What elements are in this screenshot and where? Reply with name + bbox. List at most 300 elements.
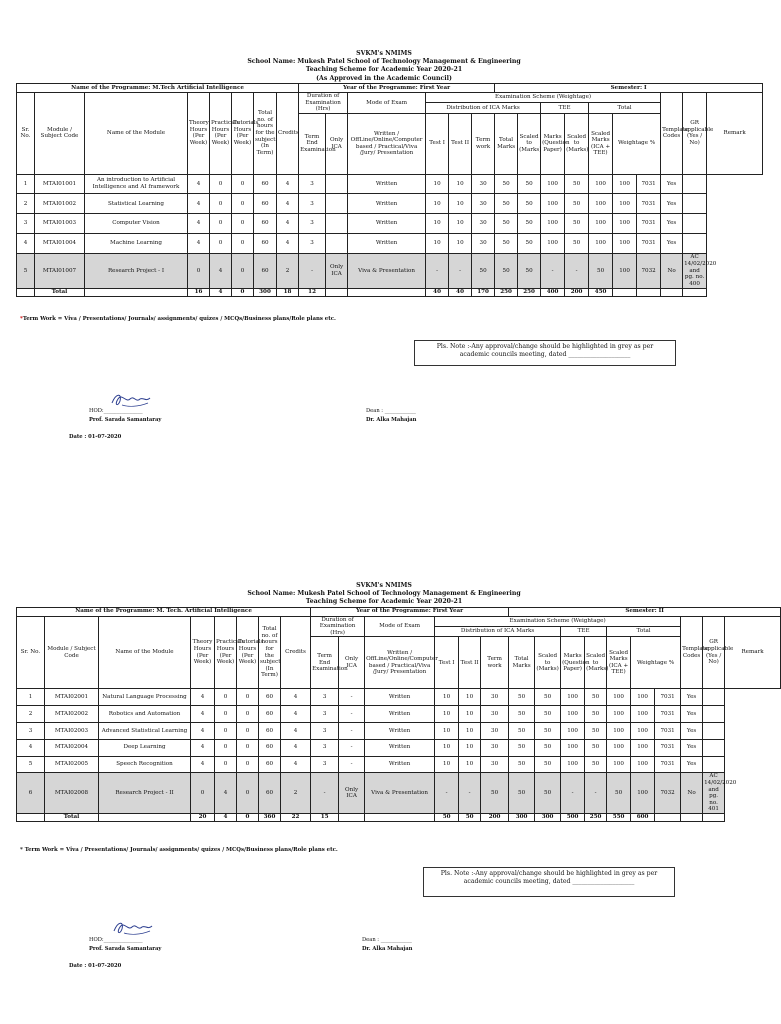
col-mode-detail: Written / OffLine/Online/Computer based / Practical/Viva /Jury/ Presentation [348, 113, 426, 174]
cell-sr: 1 [17, 174, 35, 194]
total-cell-sr [17, 288, 35, 296]
cell-sr: 2 [17, 706, 45, 723]
header-line: School Name: Mukesh Patel School of Technology Management & Engineering [247, 58, 521, 66]
cell-gr: Yes [681, 706, 703, 723]
col-tee-scaled: Scaled to (Marks) [585, 637, 607, 689]
col-code: Module / Subject Code [35, 92, 85, 174]
cell-credits: 4 [281, 706, 311, 723]
cell-scaled-to: 50 [518, 254, 541, 289]
cell-name: Research Project - II [99, 773, 191, 814]
cell-term-end: 3 [299, 214, 326, 234]
cell-tee-scaled: 50 [565, 234, 589, 254]
cell-sr: 1 [17, 689, 45, 706]
total-cell-scaled-to: 250 [518, 288, 541, 296]
cell-test1: 10 [435, 706, 459, 723]
cell-total-hours: 60 [254, 254, 277, 289]
cell-total-hours: 60 [259, 773, 281, 814]
cell-scaled-total: 100 [589, 194, 613, 214]
header-line: Teaching Scheme for Academic Year 2020-21 [305, 598, 463, 606]
col-mode: Mode of Exam [365, 616, 435, 637]
table-row [17, 706, 781, 723]
total-cell-tee-marks: 500 [561, 813, 585, 821]
cell-scaled-to: 50 [535, 722, 561, 739]
cell-mode: Written [365, 689, 435, 706]
cell-practicals: 0 [215, 756, 237, 773]
table-row [17, 756, 781, 773]
dean-label: Dean : ____________ [362, 937, 412, 943]
table-row [17, 689, 781, 706]
cell-practicals: 0 [210, 234, 232, 254]
total-cell-theory: 16 [188, 288, 210, 296]
cell-credits: 4 [281, 739, 311, 756]
cell-weightage: 100 [613, 234, 637, 254]
col-scaled-total: Scaled Marks (ICA + TEE) [589, 113, 613, 174]
col-term-end: Term End Examination [299, 113, 326, 174]
cell-weightage: 100 [631, 773, 655, 814]
cell-term-end: 3 [311, 722, 339, 739]
cell-scaled-to: 50 [535, 756, 561, 773]
cell-gr: Yes [681, 739, 703, 756]
table-row [17, 194, 763, 214]
col-tutorials: Tutorials Hours (Per Week) [232, 92, 254, 174]
col-remark: Remark [707, 92, 763, 174]
cell-total-hours: 60 [254, 234, 277, 254]
col-scaled-to: Scaled to (Marks) [518, 113, 541, 174]
cell-practicals: 4 [210, 254, 232, 289]
cell-tee-marks: 100 [561, 756, 585, 773]
cell-tutorials: 0 [237, 706, 259, 723]
total-cell-total-hours: 300 [254, 288, 277, 296]
col-term-end: Term End Examination [311, 637, 339, 689]
col-mode: Mode of Exam [348, 92, 426, 113]
col-gr: GR applicable (Yes / No) [703, 616, 725, 689]
cell-total-marks: 50 [495, 194, 518, 214]
total-cell-only-ica [326, 288, 348, 296]
cell-sr: 5 [17, 756, 45, 773]
cell-mode: Viva & Presentation [348, 254, 426, 289]
cell-practicals: 0 [215, 739, 237, 756]
cell-template: 7031 [655, 689, 681, 706]
cell-name: Machine Learning [85, 234, 188, 254]
cell-tutorials: 0 [232, 254, 254, 289]
cell-theory: 4 [188, 234, 210, 254]
dean-name: Dr. Alka Mahajan [362, 946, 413, 952]
cell-template: 7031 [655, 739, 681, 756]
cell-code: MTAI01004 [35, 234, 85, 254]
cell-test1: 10 [435, 722, 459, 739]
total-cell-tee-scaled: 200 [565, 288, 589, 296]
cell-only-ica: - [339, 689, 365, 706]
cell-gr: Yes [661, 194, 683, 214]
cell-tutorials: 0 [232, 214, 254, 234]
cell-total-marks: 50 [495, 174, 518, 194]
total-cell-test1: 40 [426, 288, 449, 296]
cell-term-end: - [311, 773, 339, 814]
cell-test1: 10 [435, 739, 459, 756]
cell-term-work: 30 [472, 174, 495, 194]
total-row [17, 813, 781, 821]
total-cell-total-marks: 300 [509, 813, 535, 821]
cell-test2: 10 [449, 194, 472, 214]
col-credits: Credits [277, 92, 299, 174]
cell-tee-marks: 100 [541, 234, 565, 254]
col-theory: Theory Hours (Per Week) [191, 616, 215, 689]
cell-credits: 4 [277, 194, 299, 214]
total-cell-code: Total [35, 288, 85, 296]
dean-label: Dean : ____________ [366, 408, 416, 414]
col-name: Name of the Module [99, 616, 191, 689]
hod-signature [110, 917, 158, 939]
cell-remark [683, 194, 707, 214]
cell-total-marks: 50 [509, 722, 535, 739]
cell-template: 7031 [637, 174, 661, 194]
cell-credits: 4 [277, 214, 299, 234]
cell-theory: 4 [188, 174, 210, 194]
col-gr: GR applicable (Yes / No) [683, 92, 707, 174]
header-line: (As Approved in the Academic Council) [316, 74, 452, 82]
cell-tutorials: 0 [237, 756, 259, 773]
cell-scaled-total: 100 [607, 756, 631, 773]
total-cell-gr [681, 813, 703, 821]
cell-only-ica: - [339, 722, 365, 739]
cell-sr: 4 [17, 739, 45, 756]
col-duration: Duration of Examination (Hrs) [311, 616, 365, 637]
cell-total-marks: 50 [495, 254, 518, 289]
cell-sr: 6 [17, 773, 45, 814]
col-total: Total [589, 103, 661, 113]
cell-credits: 4 [281, 756, 311, 773]
total-cell-test2: 50 [459, 813, 481, 821]
cell-mode: Written [348, 214, 426, 234]
cell-total-marks: 50 [495, 234, 518, 254]
cell-total-hours: 60 [259, 722, 281, 739]
cell-scaled-total: 100 [607, 706, 631, 723]
col-ica-distribution: Distribution of ICA Marks [435, 627, 561, 637]
total-cell-term-work: 200 [481, 813, 509, 821]
cell-weightage: 100 [613, 194, 637, 214]
cell-remark [683, 174, 707, 194]
total-cell-term-end: 12 [299, 288, 326, 296]
header-line: SVKM's NMIMS [356, 50, 412, 57]
total-cell-term-end: 15 [311, 813, 339, 821]
term-work-note: * Term Work = Viva / Presentations/ Journals/ assignments/ quizes / MCQs/Business plans/Role plans etc. [20, 847, 338, 853]
programme-year: Year of the Programme: First Year [299, 83, 495, 92]
cell-scaled-total: 50 [607, 773, 631, 814]
col-test2: Test II [459, 637, 481, 689]
cell-total-marks: 50 [509, 706, 535, 723]
cell-test2: 10 [449, 234, 472, 254]
cell-template: 7031 [637, 234, 661, 254]
cell-scaled-to: 50 [535, 689, 561, 706]
sem1-body [17, 174, 763, 296]
col-tee: TEE [561, 627, 607, 637]
cell-term-end: 3 [311, 689, 339, 706]
col-remark: Remark [725, 616, 781, 689]
total-cell-weightage: 600 [631, 813, 655, 821]
cell-term-end: 3 [311, 706, 339, 723]
cell-gr: Yes [661, 214, 683, 234]
cell-credits: 2 [277, 254, 299, 289]
cell-test1: - [435, 773, 459, 814]
col-tee: TEE [541, 103, 589, 113]
cell-template: 7031 [655, 706, 681, 723]
col-total-hours: Total no. of hours for the subject (In Term) [259, 616, 281, 689]
cell-credits: 4 [281, 689, 311, 706]
col-sr: Sr. No. [17, 616, 45, 689]
cell-name: Statistical Learning [85, 194, 188, 214]
cell-practicals: 0 [210, 214, 232, 234]
cell-weightage: 100 [631, 756, 655, 773]
cell-scaled-to: 50 [518, 194, 541, 214]
cell-credits: 4 [277, 234, 299, 254]
total-cell-scaled-total: 450 [589, 288, 613, 296]
total-cell-template [637, 288, 661, 296]
cell-test1: 10 [426, 214, 449, 234]
total-cell-tutorials: 0 [237, 813, 259, 821]
total-cell-test1: 50 [435, 813, 459, 821]
cell-gr: No [681, 773, 703, 814]
hod-label: HOD:_______________ [89, 937, 143, 943]
cell-scaled-to: 50 [518, 174, 541, 194]
cell-remark [703, 756, 725, 773]
cell-remark [703, 739, 725, 756]
cell-scaled-to: 50 [535, 706, 561, 723]
cell-theory: 4 [191, 689, 215, 706]
cell-test2: 10 [459, 722, 481, 739]
table-row [17, 739, 781, 756]
cell-sr: 2 [17, 194, 35, 214]
cell-mode: Written [365, 739, 435, 756]
cell-mode: Viva & Presentation [365, 773, 435, 814]
col-only-ica: Only ICA [326, 113, 348, 174]
cell-scaled-total: 100 [607, 689, 631, 706]
cell-scaled-total: 100 [589, 174, 613, 194]
cell-scaled-to: 50 [518, 214, 541, 234]
cell-template: 7031 [655, 722, 681, 739]
sem2-body [17, 689, 781, 822]
total-cell-tee-marks: 400 [541, 288, 565, 296]
cell-tee-marks: - [561, 773, 585, 814]
col-scaled-total: Scaled Marks (ICA + TEE) [607, 637, 631, 689]
cell-term-end: 3 [311, 739, 339, 756]
cell-name: Robotics and Automation [99, 706, 191, 723]
col-total: Total [607, 627, 681, 637]
cell-theory: 4 [191, 739, 215, 756]
cell-credits: 4 [277, 174, 299, 194]
cell-code: MTAI01001 [35, 174, 85, 194]
cell-sr: 5 [17, 254, 35, 289]
cell-code: MTAI01007 [35, 254, 85, 289]
cell-term-end: - [299, 254, 326, 289]
cell-weightage: 100 [613, 254, 637, 289]
cell-tee-marks: 100 [541, 194, 565, 214]
cell-tee-marks: 100 [541, 214, 565, 234]
cell-tutorials: 0 [237, 722, 259, 739]
cell-remark [683, 234, 707, 254]
cell-term-work: 50 [472, 254, 495, 289]
table-row [17, 773, 781, 814]
cell-tee-marks: - [541, 254, 565, 289]
cell-total-marks: 50 [495, 214, 518, 234]
document-header [16, 50, 752, 83]
cell-tee-marks: 100 [561, 739, 585, 756]
cell-test1: 10 [426, 174, 449, 194]
total-cell-total-hours: 360 [259, 813, 281, 821]
cell-weightage: 100 [631, 739, 655, 756]
document-header [16, 582, 752, 607]
cell-term-work: 30 [481, 756, 509, 773]
cell-tee-scaled: - [585, 773, 607, 814]
cell-scaled-to: 50 [518, 234, 541, 254]
cell-code: MTAI02003 [45, 722, 99, 739]
table-row [17, 722, 781, 739]
cell-term-work: 30 [472, 214, 495, 234]
cell-mode: Written [348, 194, 426, 214]
cell-term-work: 30 [481, 739, 509, 756]
cell-gr: Yes [681, 689, 703, 706]
cell-tee-scaled: 50 [585, 756, 607, 773]
cell-mode: Written [365, 706, 435, 723]
cell-term-work: 30 [472, 234, 495, 254]
cell-only-ica: - [339, 706, 365, 723]
col-sr: Sr. No. [17, 92, 35, 174]
cell-tutorials: 0 [232, 174, 254, 194]
col-exam-scheme: Examination Scheme (Weightage) [435, 616, 681, 626]
cell-only-ica [326, 194, 348, 214]
cell-test2: 10 [459, 739, 481, 756]
col-tee-marks: Marks (Question Paper) [561, 637, 585, 689]
col-term-work: Term work [481, 637, 509, 689]
cell-total-hours: 60 [254, 174, 277, 194]
cell-test2: - [449, 254, 472, 289]
cell-theory: 4 [191, 756, 215, 773]
cell-scaled-total: 100 [589, 214, 613, 234]
col-total-hours: Total no. of hours for the subject (In Term) [254, 92, 277, 174]
dean-name: Dr. Alka Mahajan [366, 417, 417, 423]
col-only-ica: Only ICA [339, 637, 365, 689]
cell-term-work: 30 [481, 706, 509, 723]
table-row [17, 234, 763, 254]
total-cell-practicals: 4 [215, 813, 237, 821]
cell-tutorials: 0 [237, 739, 259, 756]
total-cell-test2: 40 [449, 288, 472, 296]
col-template: Template Codes [681, 616, 703, 689]
col-tutorials: Tutorials Hours (Per Week) [237, 616, 259, 689]
cell-only-ica: - [339, 739, 365, 756]
cell-name: Speech Recognition [99, 756, 191, 773]
cell-theory: 0 [191, 773, 215, 814]
cell-test1: 10 [426, 194, 449, 214]
cell-only-ica: - [339, 756, 365, 773]
approval-note-box: Pls. Note :-Any approval/change should be highlighted in grey as per academic councils meeting, dated ____________________ [423, 867, 675, 897]
cell-term-end: 3 [311, 756, 339, 773]
cell-name: Deep Learning [99, 739, 191, 756]
col-term-work: Term work [472, 113, 495, 174]
total-cell-name [85, 288, 188, 296]
cell-sr: 3 [17, 214, 35, 234]
header-line: SVKM's NMIMS [356, 582, 412, 589]
col-practicals: Practicals Hours (Per Week) [215, 616, 237, 689]
cell-practicals: 0 [215, 706, 237, 723]
cell-test2: 10 [449, 214, 472, 234]
approval-note-box: Pls. Note :-Any approval/change should be highlighted in grey as per academic councils meeting, dated ____________________ [414, 340, 676, 366]
cell-remark [683, 214, 707, 234]
cell-term-work: 30 [472, 194, 495, 214]
cell-template: 7031 [655, 756, 681, 773]
col-exam-scheme: Examination Scheme (Weightage) [426, 92, 661, 102]
cell-term-end: 3 [299, 194, 326, 214]
total-cell-template [655, 813, 681, 821]
cell-remark: AC 14/02/2020 and pg. no. 400 [684, 254, 717, 287]
cell-test2: - [459, 773, 481, 814]
cell-total-hours: 60 [259, 706, 281, 723]
semester-2-block [16, 582, 764, 822]
cell-term-work: 50 [481, 773, 509, 814]
col-credits: Credits [281, 616, 311, 689]
programme-name: Name of the Programme: M. Tech. Artificial Intelligence [17, 607, 311, 616]
programme-year: Year of the Programme: First Year [311, 607, 509, 616]
cell-test2: 10 [459, 756, 481, 773]
cell-practicals: 0 [210, 194, 232, 214]
cell-tee-scaled: - [565, 254, 589, 289]
col-practicals: Practicals Hours (Per Week) [210, 92, 232, 174]
term-work-note: *Term Work = Viva / Presentations/ Journals/ assignments/ quizes / MCQs/Business plans/Role plans etc. [20, 316, 336, 322]
teaching-scheme-table [16, 607, 781, 822]
cell-scaled-total: 50 [589, 254, 613, 289]
cell-credits: 2 [281, 773, 311, 814]
col-total-marks: Total Marks [495, 113, 518, 174]
cell-term-work: 30 [481, 689, 509, 706]
col-test1: Test I [435, 637, 459, 689]
cell-theory: 4 [191, 706, 215, 723]
cell-remark [703, 722, 725, 739]
cell-tee-scaled: 50 [565, 214, 589, 234]
table-row [17, 214, 763, 234]
cell-test1: 10 [426, 234, 449, 254]
cell-test2: 10 [449, 174, 472, 194]
programme-name: Name of the Programme: M.Tech Artificial Intelligence [17, 83, 299, 92]
col-tee-scaled: Scaled to (Marks) [565, 113, 589, 174]
total-cell-only-ica [339, 813, 365, 821]
cell-gr: Yes [681, 722, 703, 739]
cell-scaled-to: 50 [535, 739, 561, 756]
total-cell-credits: 22 [281, 813, 311, 821]
col-duration: Duration of Examination (Hrs) [299, 92, 348, 113]
cell-tutorials: 0 [232, 194, 254, 214]
cell-sr: 3 [17, 722, 45, 739]
cell-weightage: 100 [631, 722, 655, 739]
cell-template: 7032 [655, 773, 681, 814]
cell-tee-marks: 100 [561, 689, 585, 706]
cell-mode: Written [365, 756, 435, 773]
col-code: Module / Subject Code [45, 616, 99, 689]
total-row [17, 288, 763, 296]
cell-total-hours: 60 [254, 214, 277, 234]
cell-total-hours: 60 [254, 194, 277, 214]
col-theory: Theory Hours (Per Week) [188, 92, 210, 174]
cell-code: MTAI02008 [45, 773, 99, 814]
cell-practicals: 0 [215, 689, 237, 706]
cell-only-ica: Only ICA [326, 254, 348, 289]
total-cell-code: Total [45, 813, 99, 821]
cell-theory: 4 [188, 214, 210, 234]
cell-weightage: 100 [613, 214, 637, 234]
cell-gr: Yes [661, 174, 683, 194]
total-cell-tutorials: 0 [232, 288, 254, 296]
cell-test1: 10 [435, 756, 459, 773]
cell-gr: Yes [681, 756, 703, 773]
col-scaled-to: Scaled to (Marks) [535, 637, 561, 689]
